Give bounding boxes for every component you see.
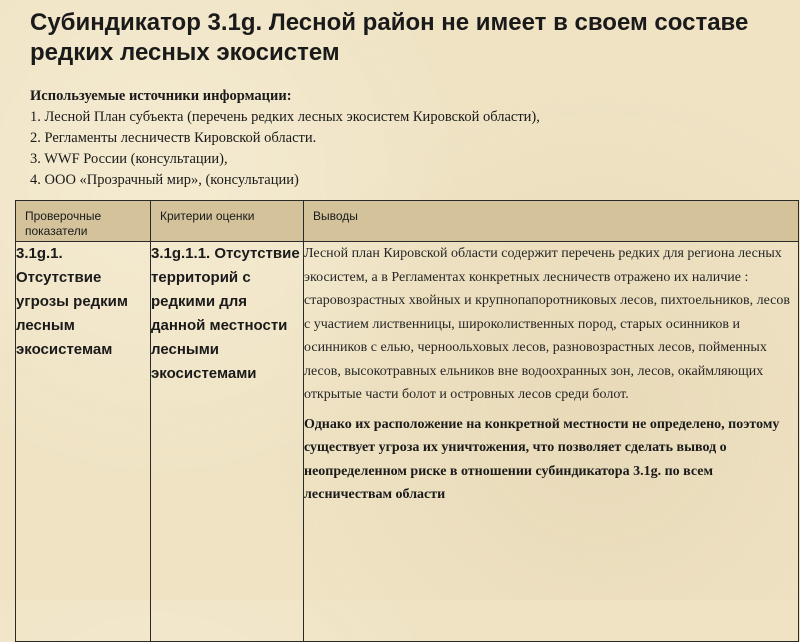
- source-item: 4. ООО «Прозрачный мир», (консультации): [30, 172, 299, 188]
- sources-heading: Используемые источники информации:: [30, 88, 292, 104]
- header-indicators: Проверочные показатели: [16, 201, 151, 242]
- header-criteria: Критерии оценки: [151, 201, 304, 242]
- source-item: 1. Лесной План субъекта (перечень редких лесных экосистем Кировской области),: [30, 109, 540, 125]
- table-row: [16, 242, 799, 642]
- conclusion-cell: [304, 242, 799, 642]
- slide-title: Субиндикатор 3.1g. Лесной район не имеет в своем составе редких лесных экосистем: [30, 9, 749, 66]
- indicator-cell: 3.1g.1. Отсутствие угрозы редким лесным экосистемам: [16, 242, 151, 642]
- sources-block: [30, 86, 780, 191]
- header-conclusions: Выводы: [304, 201, 799, 242]
- assessment-table: [15, 200, 799, 642]
- conclusion-text: Лесной план Кировской области содержит перечень редких для региона лесных экосистем, а в Регламентах конкретных лесничеств отражено их наличие : старовозрастных хвойных и крупнопапоротниковых лесов, пихтоельников, лесов с участием лиственницы, широколиственных пород, старых осинников и осинников с елью, черноольховых лесов, разновозрастных лесов, пойменных лесов, высокотравных ельников вне водоохранных зон, лесов, окаймляющих открытые части болот и островных лесов среди болот.: [304, 246, 791, 402]
- source-item: 2. Регламенты лесничеств Кировской области.: [30, 130, 317, 146]
- criterion-cell: 3.1g.1.1. Отсутствие территорий с редкими для данной местности лесными экосистемами: [151, 242, 304, 642]
- conclusion-bold-text: Однако их расположение на конкретной местности не определено, поэтому существует угроза их уничтожения, что позволяет сделать вывод о неопределенном риске в отношении субиндикатора 3.1g. по всем лесничествам области: [304, 416, 780, 502]
- source-item: 3. WWF России (консультации),: [30, 151, 228, 167]
- table-header-row: [16, 201, 799, 242]
